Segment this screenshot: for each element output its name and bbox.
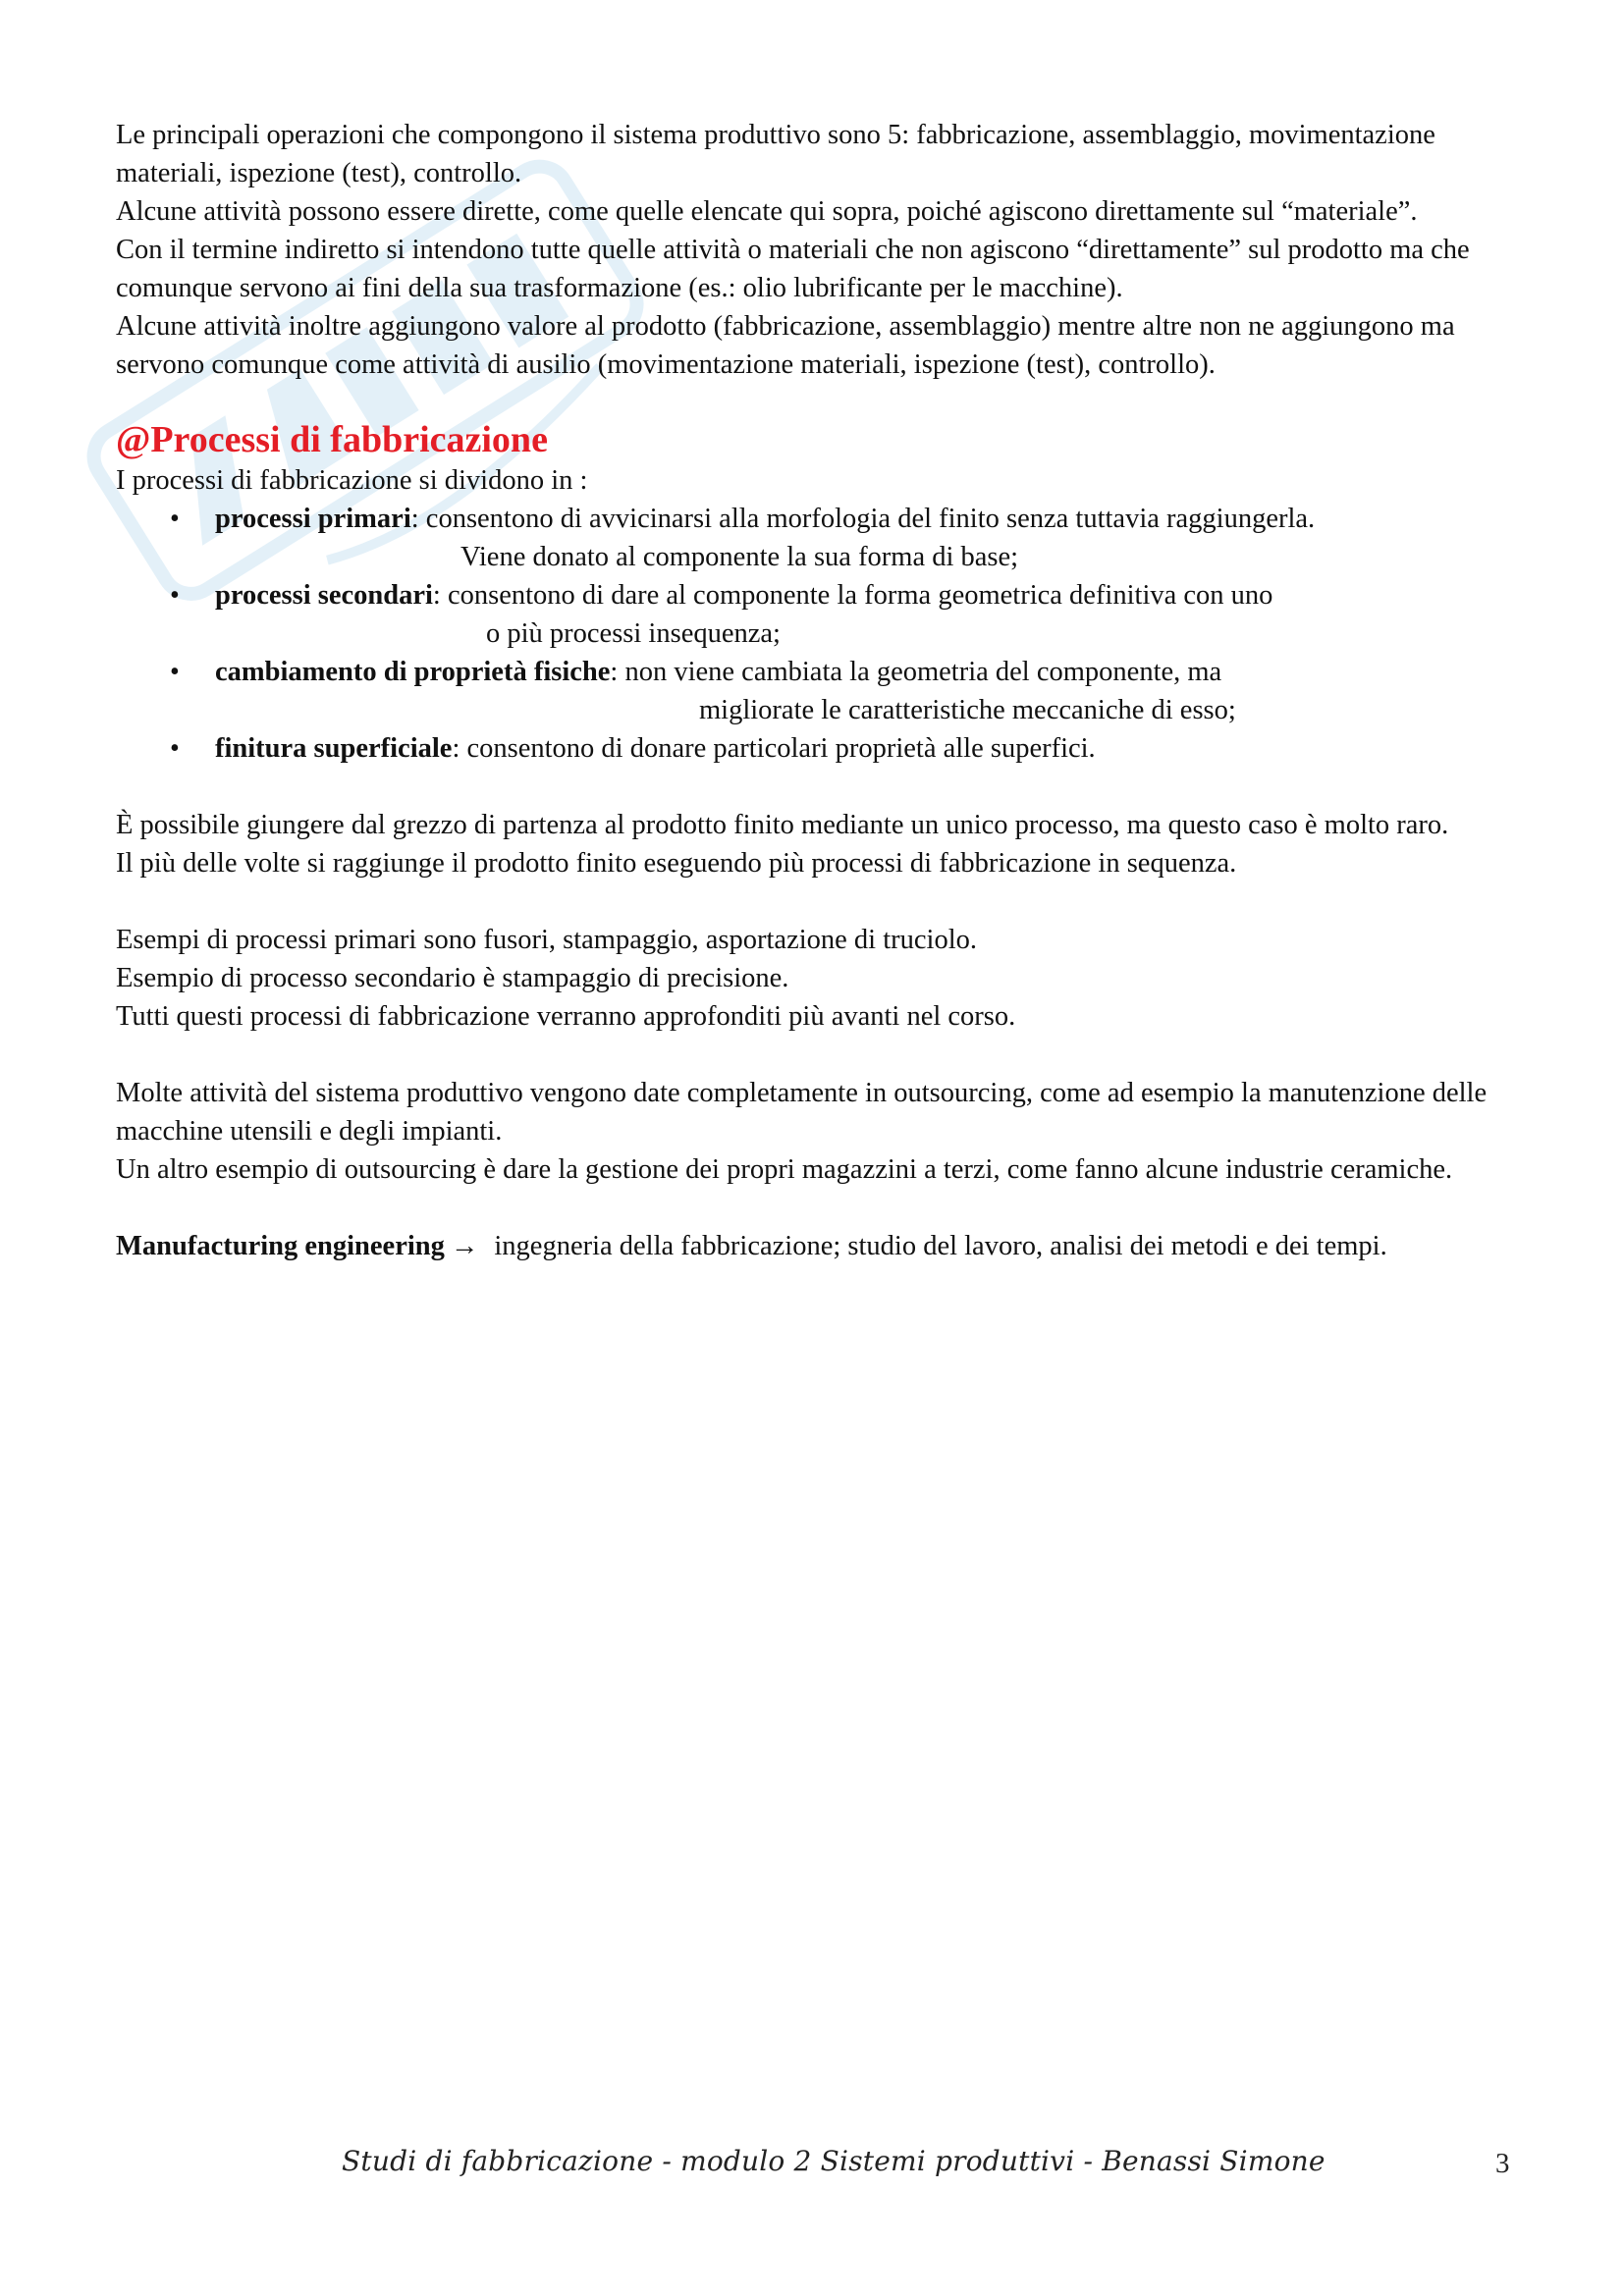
process-paragraph-2: Il più delle volte si raggiunge il prodotto finito eseguendo più processi di fabbricazione in sequenza. [116, 848, 1237, 879]
bullet-icon: • [170, 657, 180, 687]
intro-paragraph-3: Con il termine indiretto si intendono tutte quelle attività o materiali che non agiscono “direttamente” sul prodotto ma che comunque servono ai fini della sua trasformazione (es.: olio lubrificante per le macchine). [116, 235, 1470, 303]
examples-paragraph-2: Esempio di processo secondario è stampaggio di precisione. [116, 963, 789, 993]
list-item-term: processi primari [215, 504, 411, 534]
list-item-text: : consentono di avvicinarsi alla morfologia del finito senza tuttavia raggiungerla. [410, 504, 1316, 534]
intro-paragraph-1: Le principali operazioni che compongono il sistema produttivo sono 5: fabbricazione, assemblaggio, movimentazione materiali, ispezione (test), controllo. [116, 120, 1435, 188]
page-footer [0, 2145, 1623, 2184]
arrow-right-icon: → [450, 1231, 479, 1261]
list-item-continuation: migliorate le caratteristiche meccaniche di esso; [699, 695, 1236, 725]
section-intro: I processi di fabbricazione si dividono in : [116, 465, 588, 496]
page-content [116, 116, 1530, 1265]
list-item-text: : consentono di donare particolari proprietà alle superfici. [452, 733, 1096, 764]
outsourcing-paragraph-1: Molte attività del sistema produttivo vengono date completamente in outsourcing, come ad esempio la manutenzione delle macchine utensili e degli impianti. [116, 1078, 1488, 1147]
outsourcing-paragraph-2: Un altro esempio di outsourcing è dare la gestione dei propri magazzini a terzi, come fanno alcune industrie ceramiche. [116, 1154, 1453, 1185]
manufacturing-definition [116, 1227, 1530, 1265]
process-paragraph-1: È possibile giungere dal grezzo di partenza al prodotto finito mediante un unico processo, ma questo caso è molto raro. [116, 810, 1449, 840]
list-item-continuation: Viene donato al componente la sua forma di base; [460, 542, 1019, 572]
intro-paragraph-4: Alcune attività inoltre aggiungono valore al prodotto (fabbricazione, assemblaggio) mentre altre non ne aggiungono ma servono comunque come attività di ausilio (movimentazione materiali, ispezione (test), controllo). [116, 311, 1455, 380]
list-item-term: processi secondari [215, 580, 433, 611]
examples-paragraph-1: Esempi di processi primari sono fusori, stampaggio, asportazione di truciolo. [116, 925, 977, 955]
bullet-icon: • [170, 580, 180, 611]
section-heading: @Processi di fabbricazione [116, 419, 548, 460]
list-item-term: cambiamento di proprietà fisiche [215, 657, 611, 687]
list-item-term: finitura superficiale [215, 733, 453, 764]
manufacturing-definition-text: ingegneria della fabbricazione; studio del lavoro, analisi dei metodi e dei tempi. [494, 1231, 1387, 1261]
process-types-list [116, 500, 1530, 768]
list-item [116, 653, 1530, 729]
bullet-icon: • [170, 733, 180, 764]
footer-title: Studi di fabbricazione - modulo 2 Sistemi produttivi - Benassi Simone [342, 2145, 1325, 2177]
examples-paragraph-3: Tutti questi processi di fabbricazione verranno approfonditi più avanti nel corso. [116, 1001, 1016, 1032]
list-item [116, 500, 1530, 576]
page-number: 3 [1495, 2148, 1510, 2179]
bullet-icon: • [170, 504, 180, 534]
list-item [116, 729, 1530, 768]
manufacturing-term: Manufacturing engineering [116, 1231, 445, 1261]
list-item [116, 576, 1530, 653]
list-item-text: : consentono di dare al componente la forma geometrica definitiva con uno [432, 580, 1273, 611]
intro-paragraph-2: Alcune attività possono essere dirette, come quelle elencate qui sopra, poiché agiscono direttamente sul “materiale”. [116, 196, 1418, 227]
list-item-continuation: o più processi insequenza; [486, 618, 781, 649]
list-item-text: : non viene cambiata la geometria del componente, ma [610, 657, 1222, 687]
